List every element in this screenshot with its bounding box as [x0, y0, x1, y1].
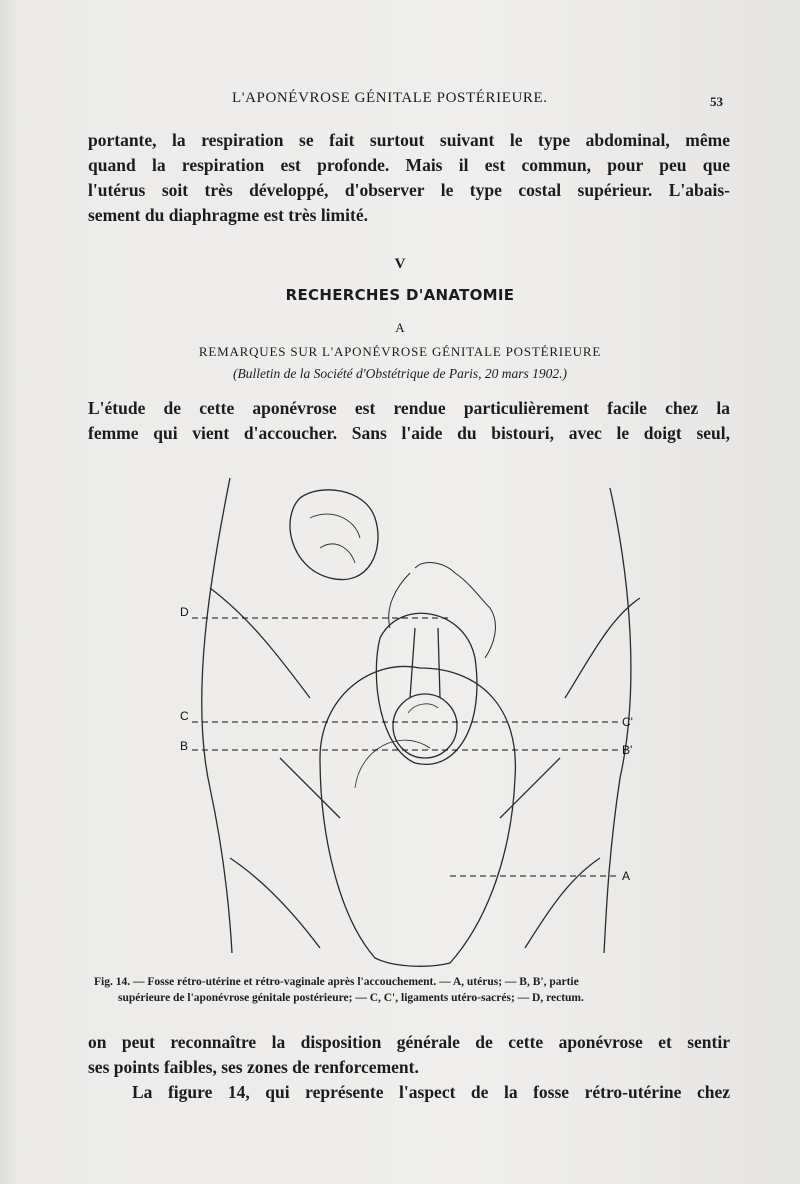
paragraph-respiration: [88, 128, 730, 228]
right-ligament: [500, 758, 560, 818]
figure-illustration: [170, 458, 670, 968]
figure-label-d: D: [180, 605, 189, 619]
section-number: V: [394, 256, 406, 272]
figure-label-b: B: [180, 739, 189, 753]
running-title: L'APONÉVROSE GÉNITALE POSTÉRIEURE.: [232, 90, 548, 106]
figure-label-c: C: [180, 709, 189, 723]
figure-label-c-prime: C': [622, 715, 633, 729]
figure-label-b-prime: B': [622, 743, 633, 757]
subsection-title: REMARQUES SUR L'APONÉVROSE GÉNITALE POSTÉRIEURE: [198, 344, 602, 359]
left-pelvic-wall: [202, 478, 232, 953]
page-number: 53: [710, 94, 723, 109]
section-title: RECHERCHES D'ANATOMIE: [285, 286, 515, 304]
paragraph-etude: [88, 396, 730, 446]
text-line: quand la respiration est profonde. Mais il est commun, pour peu que: [88, 155, 730, 175]
citation: (Bulletin de la Société d'Obstétrique de Paris, 20 mars 1902.): [233, 366, 567, 381]
text-line: on peut reconnaître la disposition générale de cette aponévrose et sentir: [88, 1032, 730, 1052]
caption-line: Fig. 14. — Fosse rétro-utérine et rétro-vaginale après l'accouchement. — A, utérus; — B, B', partie: [94, 976, 579, 988]
uterus-outline: [320, 666, 515, 966]
figure-caption: [94, 974, 734, 1006]
text-line: l'utérus soit très développé, d'observer le type costal supérieur. L'abais-: [88, 180, 730, 200]
rectum-tube: [410, 628, 440, 698]
text-line: femme qui vient d'accoucher. Sans l'aide du bistouri, avec le doigt seul,: [88, 423, 730, 443]
text-line: ses points faibles, ses zones de renforcement.: [88, 1057, 419, 1077]
subsection-letter: A: [395, 320, 405, 335]
paragraph-disposition: [88, 1030, 730, 1105]
left-ligament: [280, 758, 340, 818]
running-head: [0, 90, 800, 114]
figure-label-a: A: [622, 869, 631, 883]
text-line: portante, la respiration se fait surtout suivant le type abdominal, même: [88, 130, 730, 150]
text-line: sement du diaphragme est très limité.: [88, 205, 368, 225]
text-line: La figure 14, qui représente l'aspect de la fosse rétro-utérine chez: [132, 1082, 730, 1102]
text-line: L'étude de cette aponévrose est rendue particulièrement facile chez la: [88, 398, 730, 418]
caption-line: supérieure de l'aponévrose génitale postérieure; — C, C', ligaments utéro-sacrés; — D, rectum.: [118, 992, 584, 1004]
anatomical-figure: [170, 458, 670, 968]
intestine-loop: [290, 490, 378, 580]
